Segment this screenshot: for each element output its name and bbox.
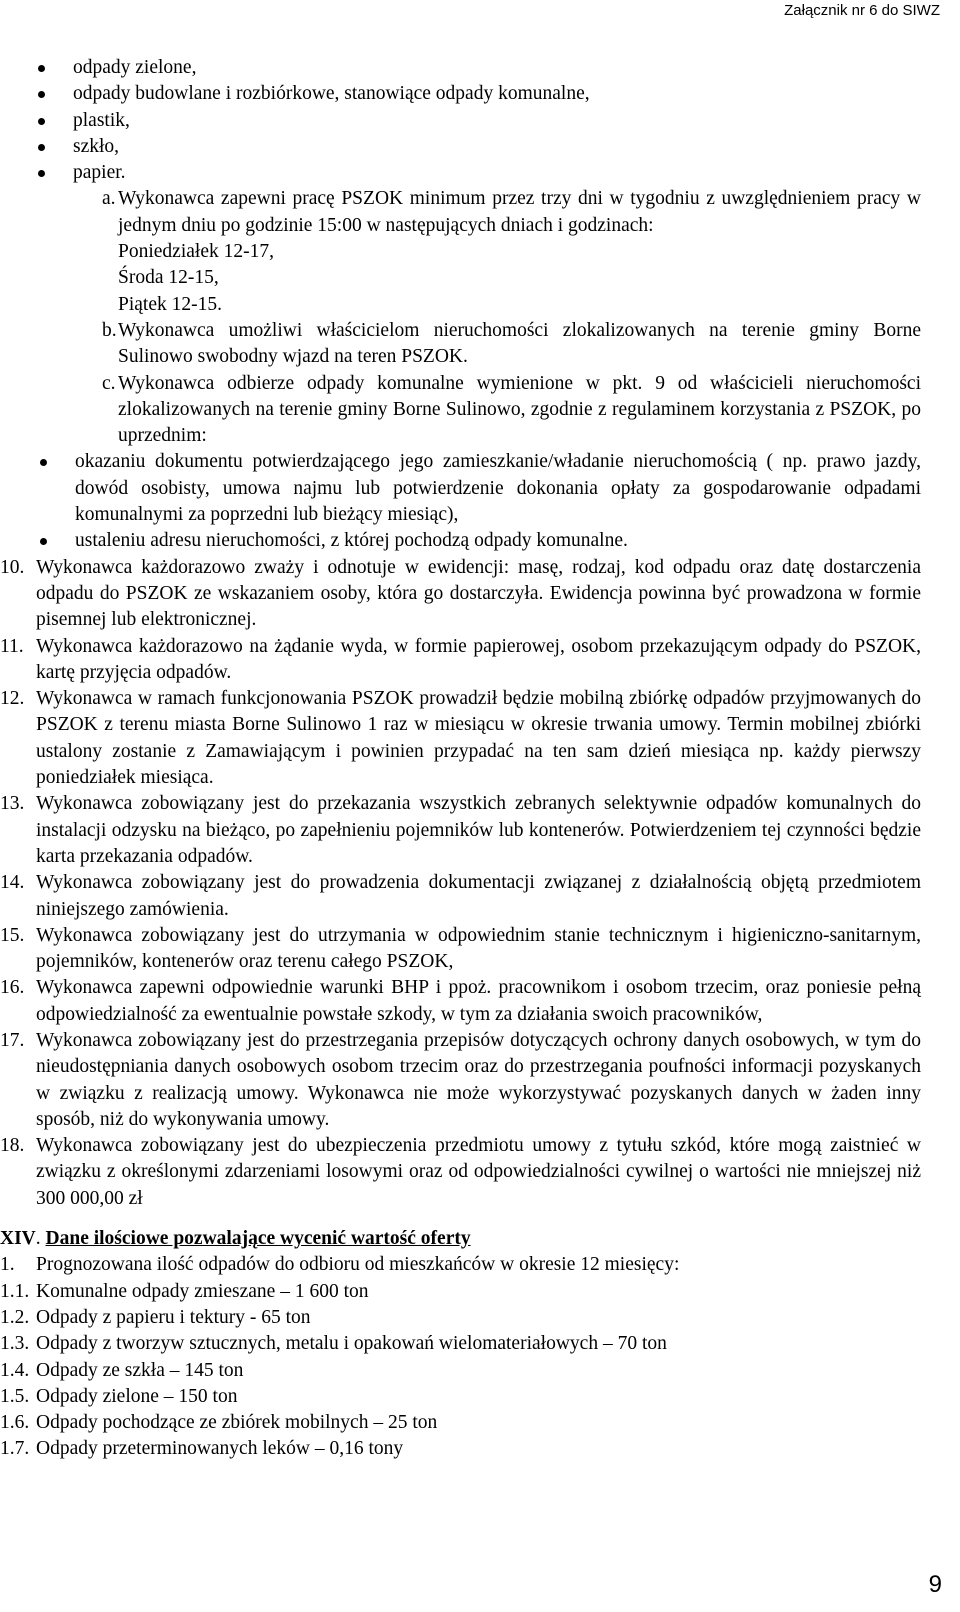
item-number: 1.3. (0, 1333, 30, 1355)
item-text: Wykonawca odbierze odpady komunalne wymienione w pkt. 9 od właścicieli nieruchomości zlokalizowanych na terenie gminy Borne Sulinowo, zgodnie z regulaminem korzystania z PSZOK, po uprzednim: (118, 372, 921, 447)
list-item: odpady budowlane i rozbiórkowe, stanowiące odpady komunalne, (0, 81, 921, 107)
item-text: Wykonawca zobowiązany jest do prowadzenia dokumentacji związanej z działalnością objętą przedmiotem niniejszego zamówienia. (36, 872, 921, 920)
item-text: Wykonawca każdorazowo zważy i odnotuje w ewidencji: masę, rodzaj, kod odpadu oraz datę dostarczenia odpadu do PSZOK ze wskazaniem osoby, która go dostarczyła. Ewidencja powinna być prowadzona w formie pisemnej lub elektronicznej. (36, 556, 921, 631)
item-number: 1.1. (0, 1280, 30, 1302)
item-number: 15. (0, 924, 25, 946)
item-text: Odpady przeterminowanych leków – 0,16 tony (36, 1438, 404, 1460)
numbered-item (0, 1133, 921, 1212)
item-c (0, 371, 921, 450)
item-text: Wykonawca umożliwi właścicielom nieruchomości zlokalizowanych na terenie gminy Borne Sulinowo swobodny wjazd na teren PSZOK. (118, 319, 921, 368)
item-label: a. (102, 188, 116, 210)
item-text: Prognozowana ilość odpadów do odbioru od mieszkańców w okresie 12 miesięcy: (36, 1254, 680, 1276)
quantity-item (0, 1252, 960, 1278)
numbered-list (0, 555, 960, 1212)
numbered-item (0, 791, 921, 870)
quantity-item (0, 1358, 960, 1384)
list-item: plastik, (0, 108, 921, 134)
numbered-item (0, 555, 921, 634)
item-number: 16. (0, 977, 25, 999)
quantity-item (0, 1410, 960, 1436)
item-number: 1.2. (0, 1306, 30, 1328)
item-a (0, 186, 921, 317)
item-number: 14. (0, 872, 25, 894)
quantity-item (0, 1305, 960, 1331)
item-number: 1.4. (0, 1359, 30, 1381)
item-number: 13. (0, 793, 25, 815)
quantity-list (0, 1252, 960, 1462)
item-text: Wykonawca zobowiązany jest do ubezpieczenia przedmiotu umowy z tytułu szkód, które mogą zaistnieć w związku z określonymi zdarzeniami losowymi oraz od odpowiedzialności cywilnej o wartości nie mniejszej niż 300 000,00 zł (36, 1135, 921, 1209)
item-text: Wykonawca zapewni odpowiednie warunki BHP i ppoż. pracownikom i osobom trzecim, oraz poniesie pełną odpowiedzialność za ewentualnie powstałe szkody, w tym za działania swoich pracowników, (36, 977, 921, 1025)
numbered-item (0, 634, 921, 687)
schedule-day: Środa 12-15, (118, 267, 219, 289)
schedule-day: Piątek 12-15. (118, 293, 222, 315)
item-text: Odpady pochodzące ze zbiórek mobilnych – 25 ton (36, 1412, 438, 1434)
bullet-list-waste-types (0, 55, 960, 186)
numbered-item (0, 923, 921, 976)
item-label: b. (102, 319, 117, 341)
list-item: odpady zielone, (0, 55, 921, 81)
numbered-item (0, 975, 921, 1028)
item-text: Komunalne odpady zmieszane – 1 600 ton (36, 1280, 369, 1302)
item-number: 18. (0, 1135, 25, 1157)
numbered-item (0, 1028, 921, 1133)
list-item: ustaleniu adresu nieruchomości, z której pochodzą odpady komunalne. (0, 528, 921, 554)
page-number: 9 (928, 1570, 942, 1598)
item-text: Wykonawca zobowiązany jest do utrzymania w odpowiednim stanie technicznym i higieniczno-sanitarnym, pojemników, kontenerów oraz terenu całego PSZOK, (36, 924, 921, 973)
item-number: 1.5. (0, 1385, 30, 1407)
numbered-item (0, 686, 921, 791)
item-text: Odpady zielone – 150 ton (36, 1385, 238, 1407)
item-text: Wykonawca każdorazowo na żądanie wyda, w formie papierowej, osobom przekazującym odpady do PSZOK, kartę przyjęcia odpadów. (36, 635, 921, 683)
item-number: 1.6. (0, 1412, 30, 1434)
item-number: 12. (0, 688, 25, 710)
list-item: szkło, (0, 134, 921, 160)
item-number: 11. (0, 635, 24, 657)
section-heading (0, 1226, 960, 1252)
item-text: Odpady z tworzyw sztucznych, metalu i opakowań wielomateriałowych – 70 ton (36, 1333, 667, 1355)
attachment-header: Załącznik nr 6 do SIWZ (784, 2, 940, 19)
list-item: okazaniu dokumentu potwierdzającego jego zamieszkanie/władanie nieruchomością ( np. prawo jazdy, dowód osobisty, umowa najmu lub potwierdzenie dokonania opłaty za gospodarowanie odpadami komunalnymi za poprzedni lub bieżący miesiąc), (0, 449, 921, 528)
item-number: 1.7. (0, 1438, 30, 1460)
item-text: Wykonawca w ramach funkcjonowania PSZOK prowadził będzie mobilną zbiórkę odpadów przyjmowanych do PSZOK z terenu miasta Borne Sulinowo 1 raz w miesiącu w okresie trwania umowy. Termin mobilnej zbiórki ustalony zostanie z Zamawiającym i powinien przypadać na ten sam dzień miesiąca np. każdy pierwszy poniedziałek miesiąca. (36, 688, 921, 789)
item-text: Wykonawca zobowiązany jest do przekazania wszystkich zebranych selektywnie odpadów komunalnych do instalacji odzysku na bieżąco, po zapełnieniu pojemników lub kontenerów. Potwierdzeniem tej czynności będzie karta przekazania odpadów. (36, 793, 921, 867)
quantity-item (0, 1331, 960, 1357)
item-number: 17. (0, 1029, 25, 1051)
item-number: 10. (0, 556, 25, 578)
item-text: Odpady ze szkła – 145 ton (36, 1359, 244, 1381)
quantity-item (0, 1279, 960, 1305)
document-body (0, 55, 960, 1463)
item-text: Wykonawca zobowiązany jest do przestrzegania przepisów dotyczących ochrony danych osobowych, w tym do nieudostępniania danych osobowych osobom trzecim oraz do przestrzegania poufności informacji pozyskanych w związku z realizacją umowy. Wykonawca nie może wykorzystywać pozyskanych danych w żaden inny sposób, niż do wykonywania umowy. (36, 1029, 921, 1130)
item-label: c. (102, 372, 116, 394)
numbered-item (0, 870, 921, 923)
item-text: Wykonawca zapewni pracę PSZOK minimum przez trzy dni w tygodniu z uwzględnieniem pracy w jednym dniu po godzinie 15:00 w następujących dniach i godzinach: (118, 188, 921, 236)
quantity-item (0, 1384, 960, 1410)
item-text: Odpady z papieru i tektury - 65 ton (36, 1306, 311, 1328)
quantity-item (0, 1436, 960, 1462)
section-title: Dane ilościowe pozwalające wycenić wartość oferty (45, 1228, 471, 1250)
section-separator: . (35, 1228, 46, 1250)
section-roman-number: XIV (0, 1228, 36, 1250)
schedule-day: Poniedziałek 12-17, (118, 241, 274, 263)
item-number: 1. (0, 1254, 15, 1276)
bullet-list-conditions (0, 449, 960, 554)
list-item: papier. (0, 160, 921, 186)
item-b (0, 318, 921, 371)
